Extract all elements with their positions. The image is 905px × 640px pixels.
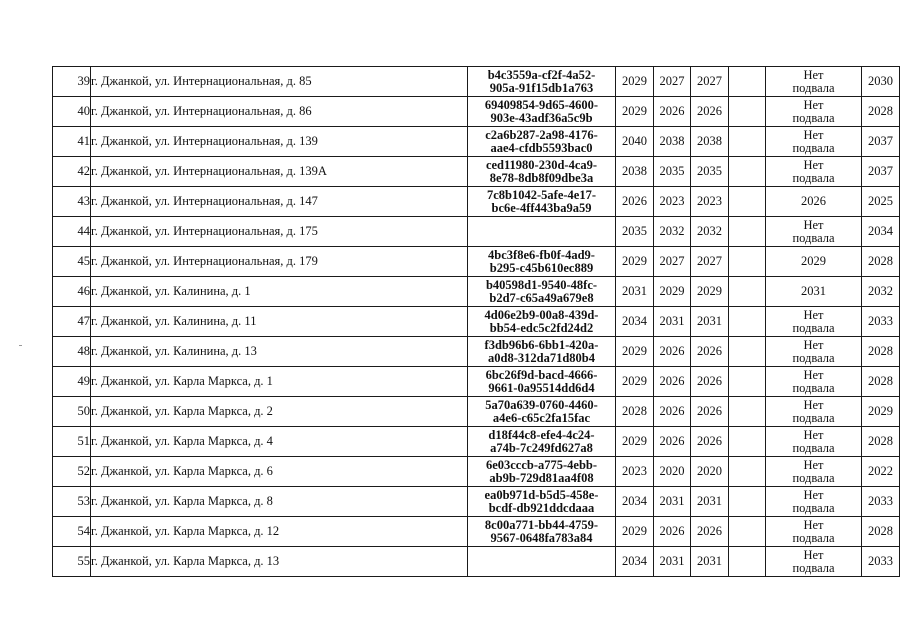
guid-line-2: 8e78-8db8f09dbe3a (489, 170, 594, 185)
year-col-3: 2026 (691, 397, 729, 427)
guid-line-1: 4d06e2b9-00a8-439d- (484, 307, 599, 322)
year-col-2: 2032 (654, 217, 691, 247)
year-col-1: 2031 (616, 277, 654, 307)
basement-cell (766, 367, 862, 397)
empty-cell (729, 487, 766, 517)
no-basement-line-2: подвала (792, 230, 835, 245)
empty-cell (729, 67, 766, 97)
basement-cell (766, 397, 862, 427)
year-col-last: 2028 (862, 367, 900, 397)
no-basement-line-1: Нет (803, 397, 824, 412)
row-number: 40 (53, 97, 91, 127)
table-row (53, 427, 900, 457)
year-col-1: 2029 (616, 247, 654, 277)
table-row (53, 457, 900, 487)
guid-line-1: ea0b971d-b5d5-458e- (484, 487, 599, 502)
year-col-1: 2023 (616, 457, 654, 487)
building-guid (468, 337, 616, 367)
table-row (53, 547, 900, 577)
guid-line-1: ced11980-230d-4ca9- (485, 157, 598, 172)
year-col-2: 2027 (654, 67, 691, 97)
year-col-2: 2031 (654, 307, 691, 337)
year-col-last: 2028 (862, 427, 900, 457)
building-guid (468, 487, 616, 517)
table-body (53, 67, 900, 577)
table-row (53, 67, 900, 97)
year-col-last: 2037 (862, 127, 900, 157)
year-col-1: 2029 (616, 97, 654, 127)
basement-cell (766, 457, 862, 487)
year-col-1: 2038 (616, 157, 654, 187)
year-col-last: 2033 (862, 547, 900, 577)
table-row (53, 157, 900, 187)
row-number: 49 (53, 367, 91, 397)
no-basement-line-2: подвала (792, 440, 835, 455)
row-number: 50 (53, 397, 91, 427)
year-col-2: 2031 (654, 547, 691, 577)
year-col-3: 2031 (691, 547, 729, 577)
year-col-last: 2030 (862, 67, 900, 97)
empty-cell (729, 127, 766, 157)
no-basement-line-1: Нет (803, 487, 824, 502)
year-col-last: 2032 (862, 277, 900, 307)
no-basement-line-1: Нет (803, 67, 824, 82)
year-col-1: 2029 (616, 427, 654, 457)
guid-line-1: 4bc3f8e6-fb0f-4ad9- (488, 247, 595, 262)
guid-line-1: 69409854-9d65-4600- (484, 97, 599, 112)
year-col-1: 2034 (616, 487, 654, 517)
basement-cell (766, 97, 862, 127)
no-basement-line-2: подвала (792, 110, 835, 125)
no-basement-line-1: Нет (803, 217, 824, 232)
basement-cell (766, 337, 862, 367)
building-guid (468, 427, 616, 457)
building-guid (468, 97, 616, 127)
empty-cell (729, 277, 766, 307)
building-address: г. Джанкой, ул. Калинина, д. 11 (91, 307, 468, 337)
guid-line-1: c2a6b287-2a98-4176- (485, 127, 598, 142)
year-col-3: 2035 (691, 157, 729, 187)
basement-cell (766, 487, 862, 517)
guid-line-2: b295-c45b610ec889 (489, 260, 594, 275)
basement-cell (766, 67, 862, 97)
row-number: 44 (53, 217, 91, 247)
no-basement-line-2: подвала (792, 170, 835, 185)
year-col-3: 2020 (691, 457, 729, 487)
year-col-3: 2026 (691, 97, 729, 127)
empty-cell (729, 337, 766, 367)
row-number: 48 (53, 337, 91, 367)
guid-line-1: 5a70a639-0760-4460- (485, 397, 598, 412)
guid-line-2: bc6e-4ff443ba9a59 (491, 200, 592, 215)
no-basement-line-1: Нет (803, 157, 824, 172)
no-basement-line-2: подвала (792, 410, 835, 425)
table-row (53, 187, 900, 217)
table-row (53, 277, 900, 307)
year-col-3: 2026 (691, 427, 729, 457)
no-basement-line-1: Нет (803, 517, 824, 532)
building-address: г. Джанкой, ул. Калинина, д. 1 (91, 277, 468, 307)
year-col-last: 2034 (862, 217, 900, 247)
year-col-3: 2023 (691, 187, 729, 217)
guid-line-2: 905a-91f15db1a763 (489, 80, 594, 95)
row-number: 51 (53, 427, 91, 457)
building-guid (468, 127, 616, 157)
year-col-2: 2023 (654, 187, 691, 217)
table-row (53, 397, 900, 427)
guid-line-2: a0d8-312da71d80b4 (488, 350, 595, 365)
guid-line-2: 903e-43adf36a5c9b (490, 110, 593, 125)
no-basement-line-2: подвала (792, 140, 835, 155)
building-guid (468, 187, 616, 217)
year-col-last: 2028 (862, 97, 900, 127)
year-col-last: 2033 (862, 307, 900, 337)
year-col-2: 2026 (654, 517, 691, 547)
basement-cell (766, 427, 862, 457)
year-col-2: 2026 (654, 397, 691, 427)
building-address: г. Джанкой, ул. Карла Маркса, д. 4 (91, 427, 468, 457)
year-col-3: 2026 (691, 517, 729, 547)
no-basement-line-1: Нет (803, 367, 824, 382)
year-col-2: 2026 (654, 427, 691, 457)
building-address: г. Джанкой, ул. Интернациональная, д. 147 (91, 187, 468, 217)
no-basement-line-1: Нет (803, 457, 824, 472)
building-address: г. Джанкой, ул. Карла Маркса, д. 13 (91, 547, 468, 577)
basement-cell: 2031 (766, 277, 862, 307)
no-basement-line-1: Нет (803, 547, 824, 562)
no-basement-line-2: подвала (792, 470, 835, 485)
year-col-last: 2028 (862, 337, 900, 367)
year-col-2: 2020 (654, 457, 691, 487)
building-address: г. Джанкой, ул. Карла Маркса, д. 12 (91, 517, 468, 547)
no-basement-line-1: Нет (803, 307, 824, 322)
row-number: 39 (53, 67, 91, 97)
building-address: г. Джанкой, ул. Калинина, д. 13 (91, 337, 468, 367)
building-guid (468, 277, 616, 307)
guid-line-1: f3db96b6-6bb1-420a- (484, 337, 599, 352)
row-number: 52 (53, 457, 91, 487)
year-col-last: 2037 (862, 157, 900, 187)
empty-cell (729, 547, 766, 577)
empty-cell (729, 397, 766, 427)
no-basement-line-1: Нет (803, 337, 824, 352)
guid-line-1: 6e03cccb-a775-4ebb- (485, 457, 598, 472)
row-number: 55 (53, 547, 91, 577)
guid-line-2: 9661-0a95514dd6d4 (488, 380, 595, 395)
building-address: г. Джанкой, ул. Интернациональная, д. 139 (91, 127, 468, 157)
year-col-1: 2029 (616, 367, 654, 397)
basement-cell (766, 517, 862, 547)
basement-cell: 2029 (766, 247, 862, 277)
guid-line-2: a74b-7c249fd627a8 (490, 440, 593, 455)
year-col-1: 2029 (616, 517, 654, 547)
year-col-2: 2026 (654, 97, 691, 127)
year-col-last: 2022 (862, 457, 900, 487)
year-col-3: 2026 (691, 367, 729, 397)
guid-line-1: b4c3559a-cf2f-4a52- (487, 67, 596, 82)
year-col-3: 2031 (691, 307, 729, 337)
building-guid (468, 217, 616, 247)
year-col-3: 2027 (691, 67, 729, 97)
building-guid (468, 67, 616, 97)
year-col-3: 2027 (691, 247, 729, 277)
building-address: г. Джанкой, ул. Интернациональная, д. 86 (91, 97, 468, 127)
no-basement-line-2: подвала (792, 320, 835, 335)
year-col-2: 2026 (654, 367, 691, 397)
empty-cell (729, 187, 766, 217)
year-col-2: 2026 (654, 337, 691, 367)
table-row (53, 337, 900, 367)
year-col-1: 2034 (616, 307, 654, 337)
no-basement-line-2: подвала (792, 560, 835, 575)
building-address: г. Джанкой, ул. Карла Маркса, д. 1 (91, 367, 468, 397)
row-number: 45 (53, 247, 91, 277)
year-col-3: 2026 (691, 337, 729, 367)
table-row (53, 487, 900, 517)
empty-cell (729, 247, 766, 277)
empty-cell (729, 517, 766, 547)
guid-line-2: b2d7-c65a49a679e8 (489, 290, 594, 305)
buildings-table (52, 66, 900, 577)
table-row (53, 97, 900, 127)
year-col-last: 2025 (862, 187, 900, 217)
empty-cell (729, 367, 766, 397)
year-col-2: 2038 (654, 127, 691, 157)
row-number: 47 (53, 307, 91, 337)
year-col-last: 2029 (862, 397, 900, 427)
row-number: 53 (53, 487, 91, 517)
scan-speck (19, 345, 22, 346)
empty-cell (729, 157, 766, 187)
building-address: г. Джанкой, ул. Интернациональная, д. 85 (91, 67, 468, 97)
no-basement-line-2: подвала (792, 80, 835, 95)
year-col-1: 2029 (616, 337, 654, 367)
year-col-last: 2028 (862, 517, 900, 547)
row-number: 54 (53, 517, 91, 547)
basement-cell (766, 127, 862, 157)
guid-line-1: 8c00a771-bb44-4759- (484, 517, 599, 532)
no-basement-line-1: Нет (803, 427, 824, 442)
basement-cell (766, 217, 862, 247)
no-basement-line-2: подвала (792, 500, 835, 515)
guid-line-2: ab9b-729d81aa4f08 (489, 470, 594, 485)
table-row (53, 127, 900, 157)
guid-line-2: aae4-cfdb5593bac0 (490, 140, 593, 155)
year-col-2: 2027 (654, 247, 691, 277)
year-col-3: 2038 (691, 127, 729, 157)
row-number: 42 (53, 157, 91, 187)
guid-line-2: bcdf-db921ddcdaaa (488, 500, 595, 515)
building-guid (468, 247, 616, 277)
year-col-3: 2031 (691, 487, 729, 517)
no-basement-line-2: подвала (792, 380, 835, 395)
year-col-last: 2028 (862, 247, 900, 277)
building-guid (468, 367, 616, 397)
building-address: г. Джанкой, ул. Карла Маркса, д. 8 (91, 487, 468, 517)
table-row (53, 517, 900, 547)
year-col-1: 2034 (616, 547, 654, 577)
year-col-3: 2029 (691, 277, 729, 307)
year-col-1: 2026 (616, 187, 654, 217)
building-address: г. Джанкой, ул. Карла Маркса, д. 2 (91, 397, 468, 427)
table-row (53, 367, 900, 397)
year-col-1: 2035 (616, 217, 654, 247)
basement-cell (766, 547, 862, 577)
table-row (53, 247, 900, 277)
guid-line-1: d18f44c8-efe4-4c24- (488, 427, 595, 442)
table-row (53, 217, 900, 247)
year-col-2: 2031 (654, 487, 691, 517)
building-guid (468, 547, 616, 577)
empty-cell (729, 427, 766, 457)
building-guid (468, 157, 616, 187)
year-col-last: 2033 (862, 487, 900, 517)
year-col-2: 2029 (654, 277, 691, 307)
building-guid (468, 397, 616, 427)
guid-line-2: bb54-edc5c2fd24d2 (489, 320, 594, 335)
year-col-1: 2029 (616, 67, 654, 97)
empty-cell (729, 97, 766, 127)
year-col-2: 2035 (654, 157, 691, 187)
basement-cell (766, 307, 862, 337)
empty-cell (729, 307, 766, 337)
table-row (53, 307, 900, 337)
building-guid (468, 457, 616, 487)
row-number: 41 (53, 127, 91, 157)
building-address: г. Джанкой, ул. Карла Маркса, д. 6 (91, 457, 468, 487)
no-basement-line-1: Нет (803, 97, 824, 112)
row-number: 46 (53, 277, 91, 307)
basement-cell (766, 157, 862, 187)
basement-cell: 2026 (766, 187, 862, 217)
building-guid (468, 517, 616, 547)
guid-line-1: 7c8b1042-5afe-4e17- (487, 187, 596, 202)
building-guid (468, 307, 616, 337)
no-basement-line-2: подвала (792, 530, 835, 545)
year-col-3: 2032 (691, 217, 729, 247)
no-basement-line-2: подвала (792, 350, 835, 365)
year-col-1: 2028 (616, 397, 654, 427)
no-basement-line-1: Нет (803, 127, 824, 142)
guid-line-1: b40598d1-9540-48fc- (485, 277, 598, 292)
row-number: 43 (53, 187, 91, 217)
building-address: г. Джанкой, ул. Интернациональная, д. 175 (91, 217, 468, 247)
year-col-1: 2040 (616, 127, 654, 157)
empty-cell (729, 457, 766, 487)
guid-line-2: 9567-0648fa783a84 (490, 530, 593, 545)
empty-cell (729, 217, 766, 247)
building-address: г. Джанкой, ул. Интернациональная, д. 179 (91, 247, 468, 277)
building-address: г. Джанкой, ул. Интернациональная, д. 139А (91, 157, 468, 187)
guid-line-1: 6bc26f9d-bacd-4666- (485, 367, 598, 382)
guid-line-2: a4e6-c65c2fa15fac (492, 410, 591, 425)
